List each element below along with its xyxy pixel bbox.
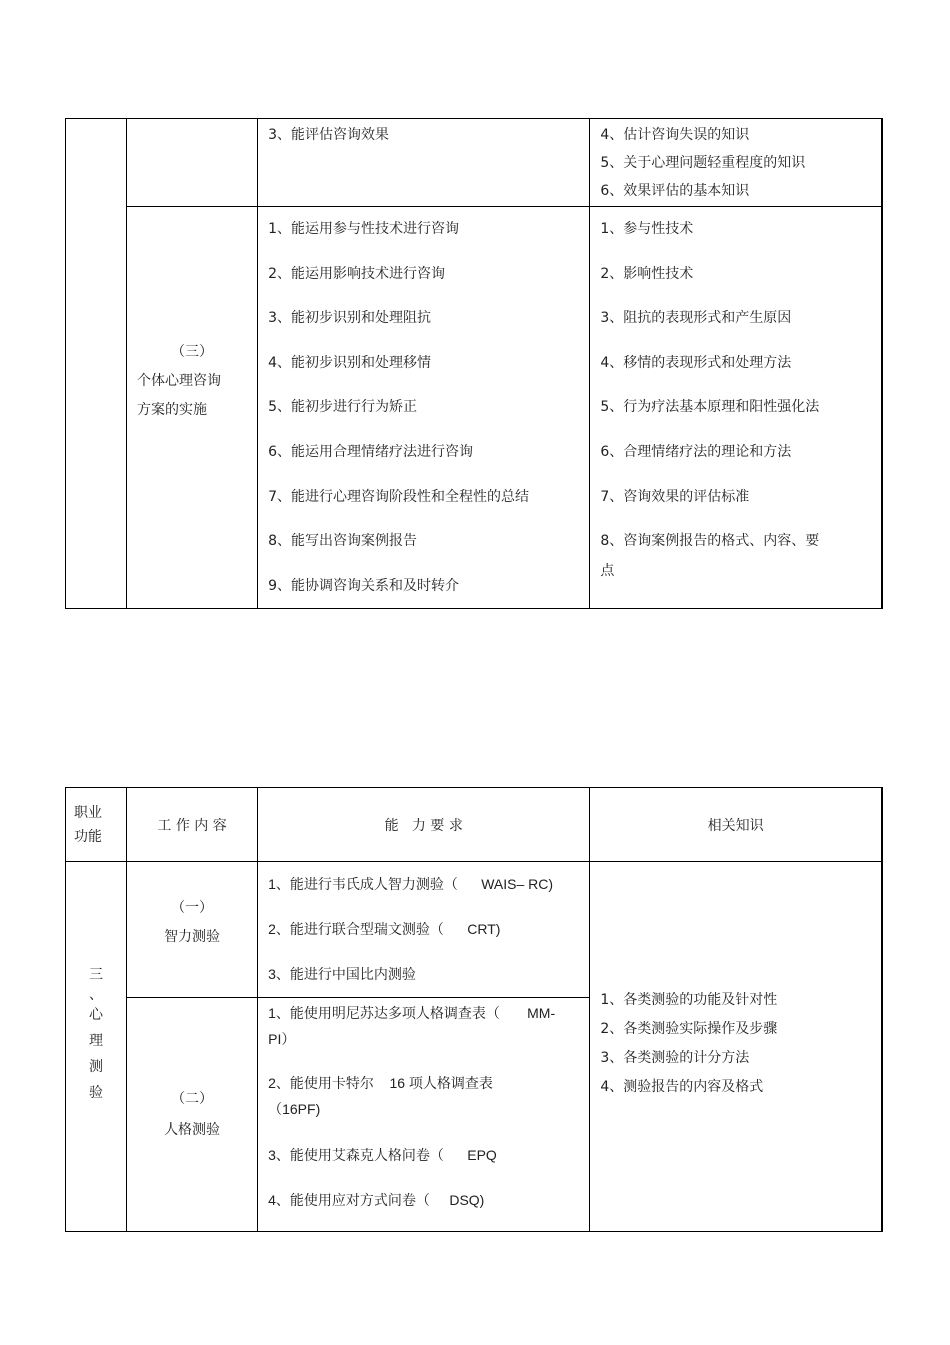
knowledge-item: 8、咨询案例报告的格式、内容、要 xyxy=(600,533,820,550)
knowledge-item: 1、各类测验的功能及针对性 xyxy=(600,991,778,1008)
work-content-cell xyxy=(127,862,258,998)
work-content-cell-empty xyxy=(127,119,258,207)
knowledge-cell xyxy=(590,207,882,609)
ability-item: 3、能评估咨询效果 xyxy=(268,127,390,143)
ability-item: 2、能进行联合型瑞文测验（ CRT) xyxy=(268,921,501,937)
function-cell-empty xyxy=(66,119,127,609)
function-char: 心 xyxy=(89,1006,104,1023)
ability-item: 4、能使用应对方式问卷（ DSQ) xyxy=(268,1192,485,1208)
ability-item: 5、能初步进行行为矫正 xyxy=(268,399,418,416)
knowledge-item: 2、各类测验实际操作及步骤 xyxy=(600,1020,778,1037)
work-content-index: （二） xyxy=(171,1090,214,1107)
header-function xyxy=(66,788,127,862)
knowledge-item: 点 xyxy=(600,562,615,579)
ability-item: 3、能使用艾森克人格问卷（ EPQ xyxy=(268,1147,497,1163)
ability-item: 1、能使用明尼苏达多项人格调查表（ MM- xyxy=(268,1005,556,1021)
work-content-title: 个体心理咨询 xyxy=(137,373,222,390)
header-work-content xyxy=(127,788,258,862)
function-cell xyxy=(66,862,127,1232)
ability-item: 3、能进行中国比内测验 xyxy=(268,966,416,982)
function-char: 测 xyxy=(89,1058,104,1075)
work-content-cell xyxy=(127,998,258,1232)
competency-table-continued xyxy=(65,118,883,609)
knowledge-cell xyxy=(590,862,882,1232)
ability-item: 8、能写出咨询案例报告 xyxy=(268,533,418,550)
ability-item: 7、能进行心理咨询阶段性和全程性的总结 xyxy=(268,488,530,505)
knowledge-item: 6、效果评估的基本知识 xyxy=(600,183,750,199)
ability-item: 4、能初步识别和处理移情 xyxy=(268,354,432,371)
ability-item: 1、能运用参与性技术进行咨询 xyxy=(268,221,460,237)
function-char: 三 xyxy=(89,966,104,983)
function-char: 、 xyxy=(89,986,104,1003)
ability-item: PI） xyxy=(268,1031,296,1047)
knowledge-cell xyxy=(590,119,882,207)
header-abilities-label: 能 力 要 求 xyxy=(384,817,463,834)
ability-item: （16PF) xyxy=(268,1101,321,1117)
ability-cell xyxy=(258,207,590,609)
ability-cell xyxy=(258,998,590,1232)
function-char: 理 xyxy=(89,1032,104,1049)
knowledge-item: 3、阻抗的表现形式和产生原因 xyxy=(600,310,792,327)
knowledge-item: 3、各类测验的计分方法 xyxy=(600,1049,750,1066)
work-content-title: 方案的实施 xyxy=(137,402,208,419)
work-content-index: （一） xyxy=(171,899,214,916)
work-content-title: 智力测验 xyxy=(164,928,221,945)
knowledge-item: 5、关于心理问题轻重程度的知识 xyxy=(600,155,806,171)
ability-item: 9、能协调咨询关系和及时转介 xyxy=(268,577,460,594)
table-row xyxy=(66,119,883,207)
knowledge-item: 5、行为疗法基本原理和阳性强化法 xyxy=(600,399,820,416)
function-char: 验 xyxy=(89,1084,104,1101)
knowledge-item: 4、测验报告的内容及格式 xyxy=(600,1078,764,1095)
table-row xyxy=(66,207,883,609)
work-content-title: 人格测验 xyxy=(164,1121,221,1138)
header-function-line: 功能 xyxy=(74,828,102,845)
ability-cell xyxy=(258,119,590,207)
header-knowledge-label: 相关知识 xyxy=(707,817,764,834)
ability-item: 2、能使用卡特尔 16 项人格调查表 xyxy=(268,1075,493,1091)
knowledge-item: 6、合理情绪疗法的理论和方法 xyxy=(600,443,792,460)
knowledge-item: 2、影响性技术 xyxy=(600,265,694,282)
table-row xyxy=(66,862,883,998)
header-abilities xyxy=(258,788,590,862)
competency-table-psych-testing xyxy=(65,787,883,1232)
ability-item: 1、能进行韦氏成人智力测验（ WAIS– RC) xyxy=(268,876,554,892)
knowledge-item: 1、参与性技术 xyxy=(600,221,694,237)
work-content-index: （三） xyxy=(171,344,214,361)
ability-item: 2、能运用影响技术进行咨询 xyxy=(268,265,446,282)
header-knowledge xyxy=(590,788,882,862)
knowledge-item: 4、估计咨询失误的知识 xyxy=(600,127,750,143)
table-header-row xyxy=(66,788,883,862)
header-function-line: 职业 xyxy=(74,804,102,821)
work-content-cell xyxy=(127,207,258,609)
header-work-content-label: 工 作 内 容 xyxy=(157,817,227,834)
ability-cell xyxy=(258,862,590,998)
knowledge-item: 7、咨询效果的评估标准 xyxy=(600,488,750,505)
ability-item: 3、能初步识别和处理阻抗 xyxy=(268,310,432,327)
knowledge-item: 4、移情的表现形式和处理方法 xyxy=(600,354,792,371)
ability-item: 6、能运用合理情绪疗法进行咨询 xyxy=(268,443,474,460)
